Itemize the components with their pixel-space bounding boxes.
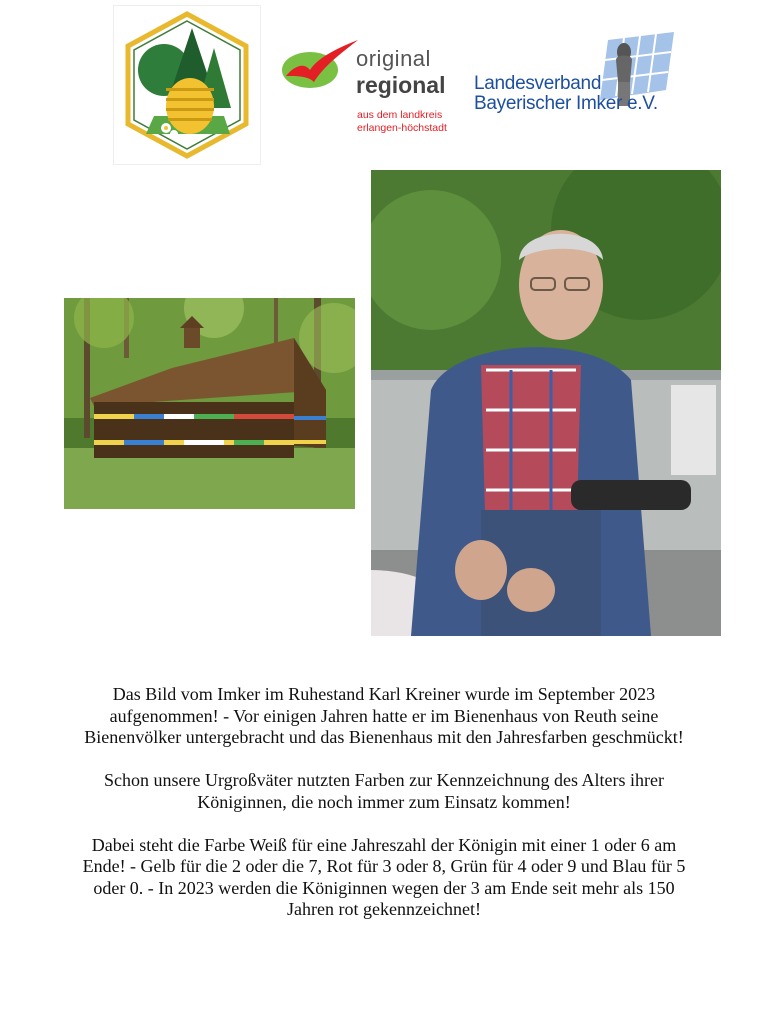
paragraph-karl-kreiner: Das Bild vom Imker im Ruhestand Karl Kreiner wurde im September 2023 aufgenommen! - Vor einigen Jahren hatte er im Bienenhaus von Reuth seine Bienenvölker untergebracht und das Bienenhaus mit den Jahresfarben geschmückt! [84, 684, 684, 747]
beekeeping-club-logo [113, 5, 261, 165]
landesverband-logo [472, 30, 682, 130]
original-regional-logo [280, 28, 460, 148]
checkmark-swoosh-icon [280, 36, 360, 96]
original-label: original [356, 46, 431, 71]
beekeeper-portrait-photo [371, 170, 721, 636]
bee-house-image [64, 298, 355, 509]
bee-house-photo [64, 298, 355, 509]
article-text [40, 684, 728, 942]
landesverband-label: Landesverband [474, 73, 602, 94]
paragraph-great-grandfathers: Schon unsere Urgroßväter nutzten Farben zur Kennzeichnung des Alters ihrer Königinnen, die noch immer zum Einsatz kommen! [104, 770, 664, 812]
regional-label: regional [356, 72, 446, 98]
district-label: aus dem landkreis erlangen-höchstadt [357, 109, 447, 134]
hexagon-beehive-emblem [114, 6, 260, 164]
bayerischer-imker-label: Bayerischer Imker e.V. [474, 93, 658, 114]
paragraph-year-colors: Dabei steht die Farbe Weiß für eine Jahreszahl der Königin mit einer 1 oder 6 am Ende! - Gelb für die 2 oder die 7, Rot für 3 oder 8, Grün für 4 oder 9 und Blau für 5 oder 0. - In 2023 werden die Königinnen wegen der 3 am Ende seit mehr als 150 Jahren rot gekennzeichnet! [82, 834, 686, 919]
beekeeper-image [371, 170, 721, 636]
